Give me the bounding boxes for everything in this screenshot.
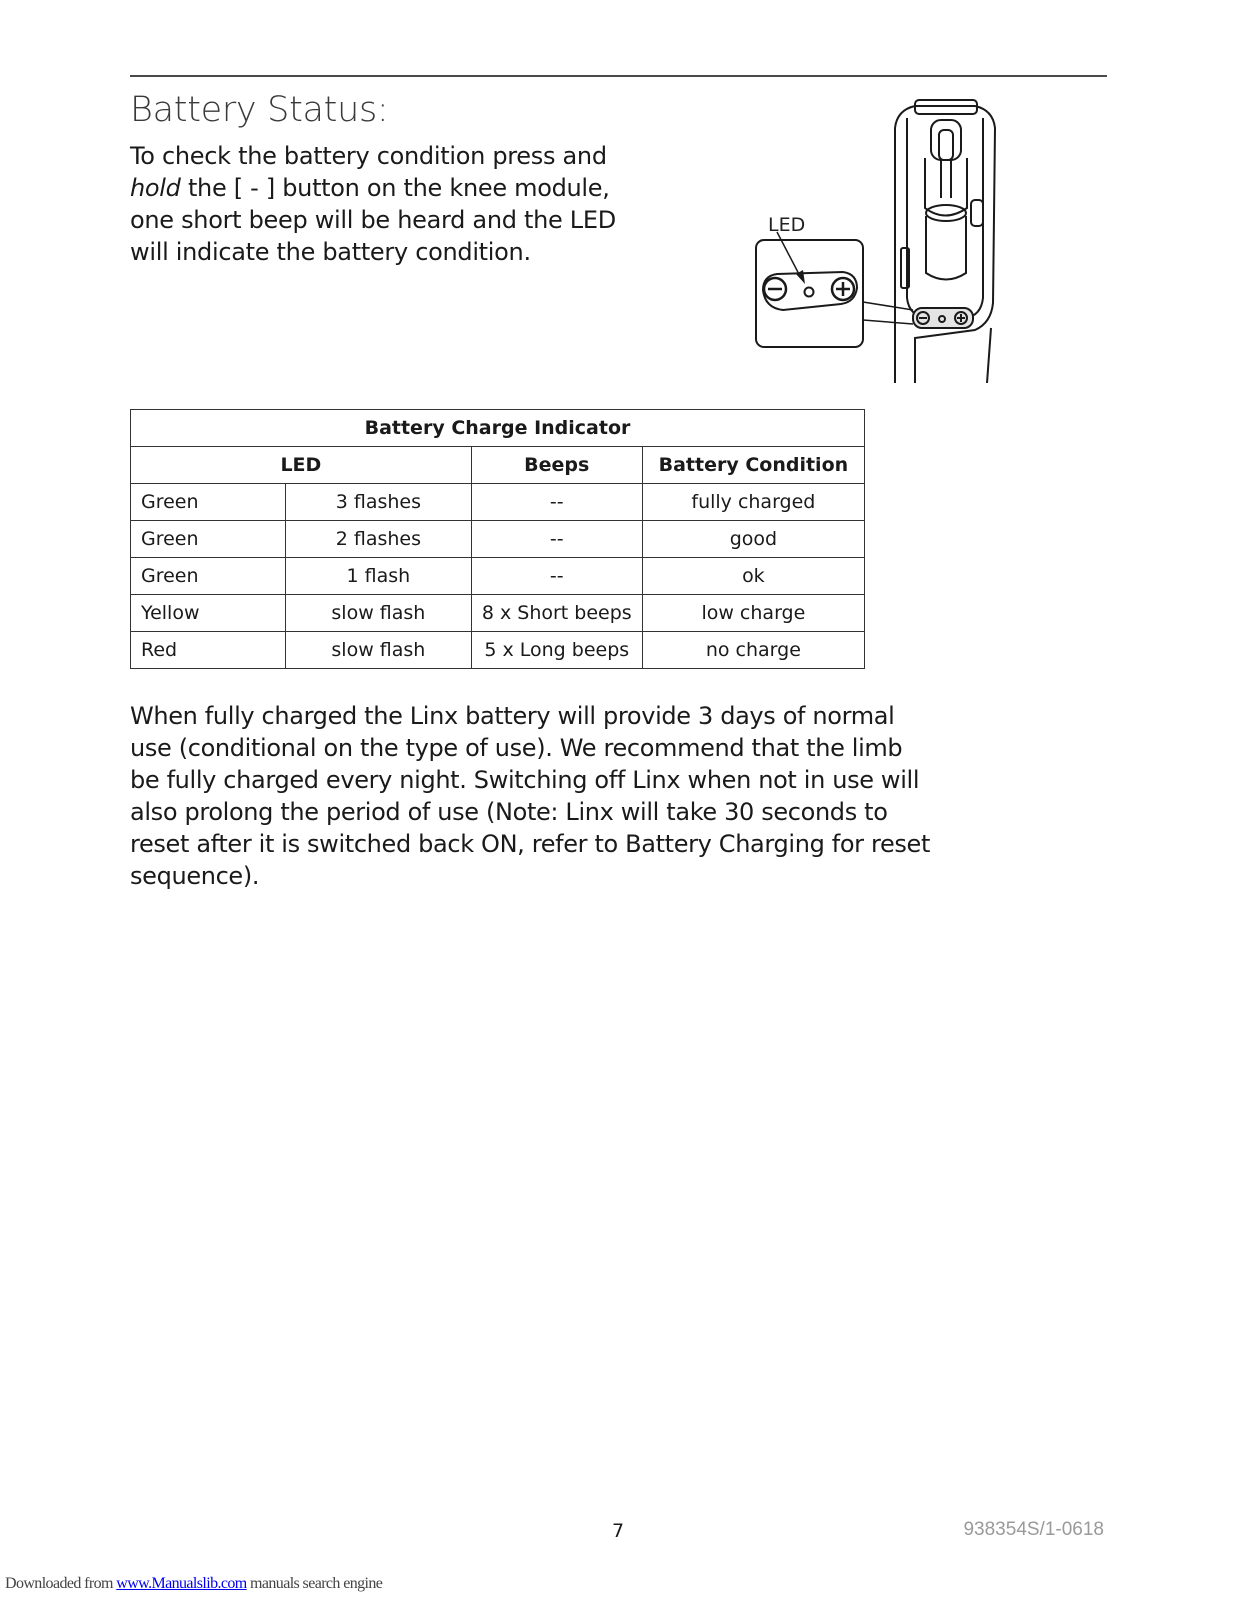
top-rule bbox=[130, 75, 1107, 77]
condition-cell: no charge bbox=[642, 632, 864, 669]
condition-cell: low charge bbox=[642, 595, 864, 632]
intro-text-end: the [ - ] button on the knee module, one short beep will be heard and the LED will indicate the battery condition. bbox=[130, 174, 616, 266]
beeps-cell: 5 x Long beeps bbox=[471, 632, 642, 669]
table-row bbox=[131, 632, 865, 669]
beeps-cell: -- bbox=[471, 484, 642, 521]
led-color-cell: Green bbox=[131, 521, 286, 558]
document-code: 938354S/1-0618 bbox=[963, 1519, 1104, 1540]
led-callout-label: LED bbox=[768, 214, 806, 236]
condition-cell: ok bbox=[642, 558, 864, 595]
battery-life-paragraph: When fully charged the Linx battery will provide 3 days of normal use (conditional on the type of use). We recommend that the limb be fully charged every night. Switching off Linx when not in use will also prolong the period of use (Note: Linx will take 30 seconds to reset after it is switched back ON, refer to Battery Charging for reset sequence). bbox=[130, 702, 930, 890]
intro-hold-word: hold bbox=[130, 174, 181, 202]
header-led: LED bbox=[131, 447, 472, 484]
download-suffix: manuals search engine bbox=[246, 1575, 383, 1592]
battery-charge-table bbox=[130, 409, 865, 669]
table-caption: Battery Charge Indicator bbox=[131, 410, 865, 447]
table-row bbox=[131, 521, 865, 558]
header-condition: Battery Condition bbox=[642, 447, 864, 484]
knee-module-illustration bbox=[755, 98, 1025, 383]
led-color-cell: Green bbox=[131, 558, 286, 595]
table-row bbox=[131, 484, 865, 521]
led-color-cell: Green bbox=[131, 484, 286, 521]
table-row bbox=[131, 595, 865, 632]
table-row bbox=[131, 558, 865, 595]
page-title: Battery Status: bbox=[130, 90, 389, 130]
led-pattern-cell: 3 flashes bbox=[286, 484, 472, 521]
page-number: 7 bbox=[612, 1520, 625, 1542]
led-pattern-cell: slow flash bbox=[286, 632, 472, 669]
condition-cell: good bbox=[642, 521, 864, 558]
header-beeps: Beeps bbox=[471, 447, 642, 484]
led-color-cell: Red bbox=[131, 632, 286, 669]
download-notice bbox=[5, 1575, 382, 1593]
led-pattern-cell: 1 flash bbox=[286, 558, 472, 595]
led-color-cell: Yellow bbox=[131, 595, 286, 632]
led-pattern-cell: 2 flashes bbox=[286, 521, 472, 558]
beeps-cell: -- bbox=[471, 558, 642, 595]
beeps-cell: -- bbox=[471, 521, 642, 558]
manualslib-link[interactable]: www.Manualslib.com bbox=[116, 1575, 247, 1592]
download-prefix: Downloaded from bbox=[5, 1575, 117, 1592]
beeps-cell: 8 x Short beeps bbox=[471, 595, 642, 632]
intro-text-start: To check the battery condition press and bbox=[130, 142, 607, 170]
intro-paragraph bbox=[130, 140, 650, 268]
led-pattern-cell: slow flash bbox=[286, 595, 472, 632]
condition-cell: fully charged bbox=[642, 484, 864, 521]
